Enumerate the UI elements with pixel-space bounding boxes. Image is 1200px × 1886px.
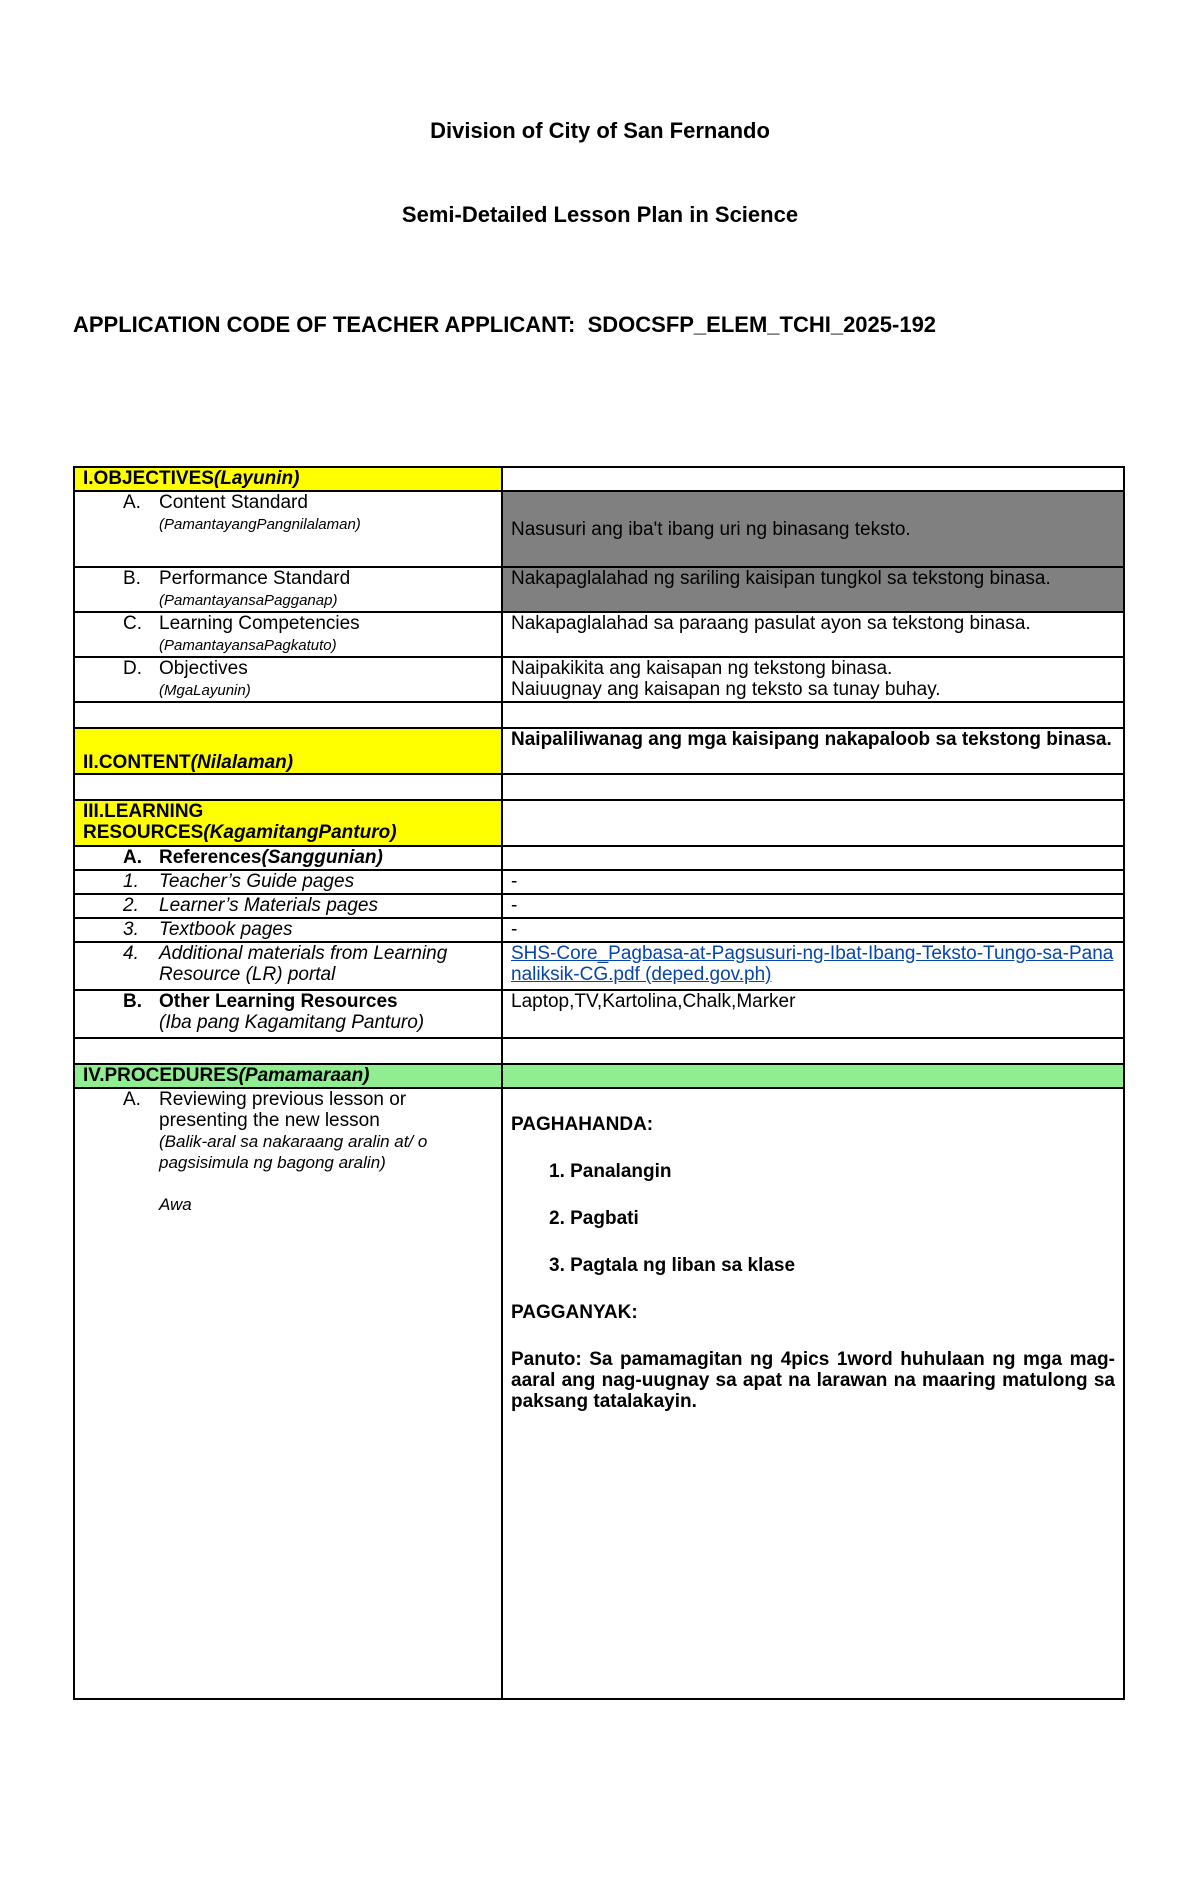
teachers-guide-value: - — [502, 870, 1124, 894]
performance-standard-value: Nakapaglalahad ng sariling kaisipan tungkol sa tekstong binasa. — [502, 567, 1124, 612]
step-item: 1. Panalangin — [549, 1161, 672, 1182]
lesson-plan-table — [73, 466, 1125, 1700]
other-resources-label: B. Other Learning Resources (Iba pang Kagamitang Panturo) — [74, 990, 502, 1038]
application-code — [73, 312, 936, 338]
learning-resources-heading: III.LEARNING RESOURCES(KagamitangPanturo) — [74, 800, 502, 846]
textbook-pages-value: - — [502, 918, 1124, 942]
table-row — [74, 567, 1124, 612]
content-value: Naipaliliwanag ang mga kaisipang nakapaloob sa tekstong binasa. — [502, 728, 1124, 774]
table-row — [74, 491, 1124, 567]
learners-materials-label: 2. Learner’s Materials pages — [74, 894, 502, 918]
table-row — [74, 612, 1124, 657]
table-row — [74, 800, 1124, 846]
application-code-value: SDOCSFP_ELEM_TCHI_2025-192 — [587, 312, 937, 337]
table-row — [74, 990, 1124, 1038]
learning-competencies-label: C. Learning Competencies (PamantayansaPagkatuto) — [74, 612, 502, 657]
table-row — [74, 894, 1124, 918]
table-row — [74, 728, 1124, 774]
panuto-text: Panuto: Sa pamamagitan ng 4pics 1word huhulaan ng mga mag-aaral ang nag-uugnay sa apat na larawan na maaring matulong sa paksang tatalakayin. — [511, 1349, 1115, 1412]
objectives-heading: I.OBJECTIVES(Layunin) — [74, 467, 502, 491]
step-item: 3. Pagtala ng liban sa klase — [549, 1255, 796, 1276]
content-standard-value: Nasusuri ang iba't ibang uri ng binasang teksto. — [502, 491, 1124, 567]
reviewing-lesson-label: A. Reviewing previous lesson or presenting the new lesson (Balik-aral sa nakaraang aralin at/ o pagsisimula ng bagong aralin) Awa — [74, 1088, 502, 1699]
table-row — [74, 918, 1124, 942]
objectives-value: Naipakikita ang kaisapan ng tekstong binasa. Naiuugnay ang kaisapan ng teksto sa tunay buhay. — [502, 657, 1124, 702]
learning-competencies-value: Nakapaglalahad sa paraang pasulat ayon sa tekstong binasa. — [502, 612, 1124, 657]
objectives-label: D. Objectives (MgaLayunin) — [74, 657, 502, 702]
table-row — [74, 467, 1124, 491]
content-heading: II.CONTENT(Nilalaman) — [74, 728, 502, 774]
performance-standard-label: B. Performance Standard (PamantayansaPagganap) — [74, 567, 502, 612]
lr-portal-value — [502, 942, 1124, 990]
textbook-pages-label: 3. Textbook pages — [74, 918, 502, 942]
table-row — [74, 1088, 1124, 1699]
lr-portal-link[interactable]: SHS-Core_Pagbasa-at-Pagsusuri-ng-Ibat-Ibang-Teksto-Tungo-sa-Pananaliksik-CG.pdf (deped.gov.ph) — [511, 943, 1114, 985]
table-row — [74, 657, 1124, 702]
references-label: A. References(Sanggunian) — [74, 846, 502, 870]
other-resources-value: Laptop,TV,Kartolina,Chalk,Marker — [502, 990, 1124, 1038]
table-row — [74, 702, 1124, 728]
division-title: Division of City of San Fernando — [430, 118, 770, 143]
pagganyak-heading: PAGGANYAK: — [511, 1302, 638, 1323]
lr-portal-label: 4. Additional materials from Learning Resource (LR) portal — [74, 942, 502, 990]
table-row — [74, 1038, 1124, 1064]
procedures-content — [502, 1088, 1124, 1699]
learners-materials-value: - — [502, 894, 1124, 918]
table-row — [74, 870, 1124, 894]
application-code-label: APPLICATION CODE OF TEACHER APPLICANT: — [73, 312, 576, 337]
lesson-plan-title: Semi-Detailed Lesson Plan in Science — [401, 202, 799, 227]
table-row — [74, 774, 1124, 800]
table-row — [74, 1064, 1124, 1088]
table-row — [74, 942, 1124, 990]
table-row — [74, 846, 1124, 870]
procedures-heading: IV.PROCEDURES(Pamamaraan) — [74, 1064, 502, 1088]
content-standard-label: A. Content Standard (PamantayangPangnilalaman) — [74, 491, 502, 567]
teachers-guide-label: 1. Teacher’s Guide pages — [74, 870, 502, 894]
paghahanda-heading: PAGHAHANDA: — [511, 1114, 654, 1135]
step-item: 2. Pagbati — [549, 1208, 639, 1229]
